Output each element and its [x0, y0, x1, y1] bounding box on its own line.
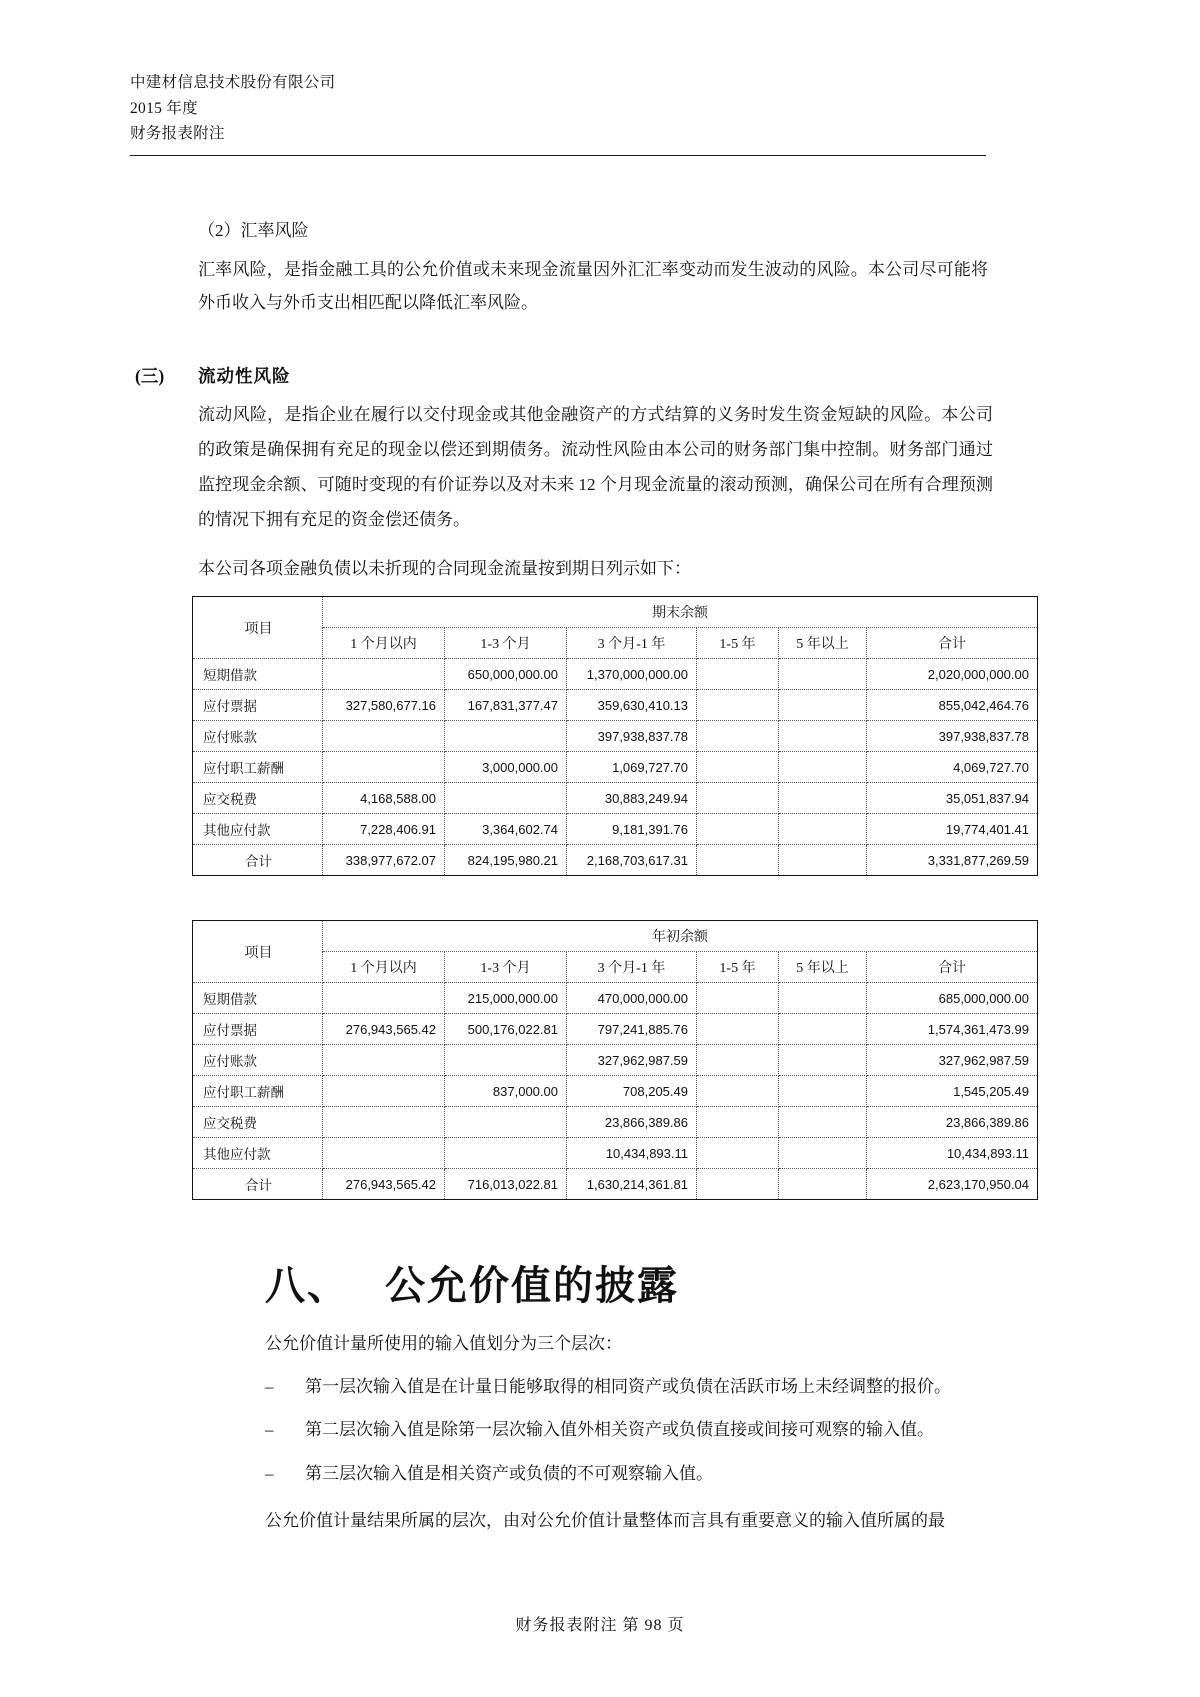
liquidity-risk-body: 流动风险，是指企业在履行以交付现金或其他金融资产的方式结算的义务时发生资金短缺的风险。本公司的政策是确保拥有充足的现金以偿还到期债务。流动性风险由本公司的财务部门集中控制。财务部门通过监控现金余额、可随时变现的有价证券以及对未来 12 个月现金流量的滚动预测，确保公司在所有合理预测的情况下拥有充足的资金偿还债务。	[198, 405, 993, 529]
t1-r3-c1	[323, 752, 445, 783]
table-row	[193, 1138, 1038, 1169]
t1-r0-c3: 1,370,000,000.00	[567, 659, 697, 690]
header-company: 中建材信息技术股份有限公司	[130, 74, 336, 91]
maturity-table-beginning-balance	[192, 920, 1038, 1200]
t2-r5-c2	[445, 1138, 567, 1169]
table-row	[193, 783, 1038, 814]
t2-total-c3: 1,630,214,361.81	[567, 1169, 697, 1200]
t1-r4-c3: 30,883,249.94	[567, 783, 697, 814]
t2-r1-c1: 276,943,565.42	[323, 1014, 445, 1045]
fair-value-bullet-2: 第二层次输入值是除第一层次输入值外相关资产或负债直接或间接可观察的输入值。	[305, 1420, 934, 1440]
table-row	[193, 1107, 1038, 1138]
maturity-table-ending-balance	[192, 596, 1038, 876]
t2-r2-c4	[697, 1045, 779, 1076]
t1-r4-c1: 4,168,588.00	[323, 783, 445, 814]
t2-r5-item: 其他应付款	[193, 1138, 323, 1169]
table-row	[193, 752, 1038, 783]
t2-col-2: 1-3 个月	[445, 952, 567, 983]
t2-r3-total: 1,545,205.49	[867, 1076, 1038, 1107]
t2-r2-total: 327,962,987.59	[867, 1045, 1038, 1076]
t1-total-c2: 824,195,980.21	[445, 845, 567, 876]
t2-r1-item: 应付票据	[193, 1014, 323, 1045]
t1-group-header: 期末余额	[323, 597, 1038, 628]
document-header	[130, 70, 1080, 147]
t2-r4-c1	[323, 1107, 445, 1138]
t1-r4-c5	[779, 783, 867, 814]
t2-r2-c2	[445, 1045, 567, 1076]
t1-r2-c1	[323, 721, 445, 752]
table-row	[193, 921, 1038, 952]
t1-r5-c3: 9,181,391.76	[567, 814, 697, 845]
t2-r4-c2	[445, 1107, 567, 1138]
t2-col-5: 5 年以上	[779, 952, 867, 983]
t1-col-2: 1-3 个月	[445, 628, 567, 659]
table-row	[193, 845, 1038, 876]
table-row	[193, 1076, 1038, 1107]
t2-col-1: 1 个月以内	[323, 952, 445, 983]
t2-r4-c3: 23,866,389.86	[567, 1107, 697, 1138]
t1-r3-c5	[779, 752, 867, 783]
t1-r2-c2	[445, 721, 567, 752]
t2-r3-c2: 837,000.00	[445, 1076, 567, 1107]
table-row	[193, 690, 1038, 721]
t2-col-6: 合计	[867, 952, 1038, 983]
t2-total-c4	[697, 1169, 779, 1200]
t2-r2-item: 应付账款	[193, 1045, 323, 1076]
fair-value-bullet-1: 第一层次输入值是在计量日能够取得的相同资产或负债在活跃市场上未经调整的报价。	[305, 1376, 951, 1396]
t1-r5-item: 其他应付款	[193, 814, 323, 845]
t1-r2-c5	[779, 721, 867, 752]
t1-r0-total: 2,020,000,000.00	[867, 659, 1038, 690]
t1-r3-item: 应付职工薪酬	[193, 752, 323, 783]
t1-r1-total: 855,042,464.76	[867, 690, 1038, 721]
t2-r5-c3: 10,434,893.11	[567, 1138, 697, 1169]
t2-r3-c3: 708,205.49	[567, 1076, 697, 1107]
t2-r1-c5	[779, 1014, 867, 1045]
t1-r2-c4	[697, 721, 779, 752]
t2-r4-c4	[697, 1107, 779, 1138]
t1-col-4: 1-5 年	[697, 628, 779, 659]
t1-col-1: 1 个月以内	[323, 628, 445, 659]
fair-value-title: 公允价值的披露	[385, 1263, 679, 1309]
t1-r1-c2: 167,831,377.47	[445, 690, 567, 721]
fair-value-number: 八、	[265, 1263, 349, 1309]
t2-r0-item: 短期借款	[193, 983, 323, 1014]
fair-value-intro: 公允价值计量所使用的输入值划分为三个层次：	[265, 1334, 622, 1354]
t2-r0-c2: 215,000,000.00	[445, 983, 567, 1014]
t2-r3-c1	[323, 1076, 445, 1107]
header-doc-type: 财务报表附注	[130, 125, 225, 143]
t2-r0-c1	[323, 983, 445, 1014]
t2-r1-c4	[697, 1014, 779, 1045]
table-row	[193, 1045, 1038, 1076]
t1-total-c5	[779, 845, 867, 876]
t2-item-header: 项目	[193, 921, 323, 983]
t2-col-3: 3 个月-1 年	[567, 952, 697, 983]
t2-r0-c5	[779, 983, 867, 1014]
t1-r0-item: 短期借款	[193, 659, 323, 690]
t2-r5-c1	[323, 1138, 445, 1169]
liquidity-risk-number: (三)	[135, 366, 165, 387]
t1-total-c3: 2,168,703,617.31	[567, 845, 697, 876]
t2-r5-total: 10,434,893.11	[867, 1138, 1038, 1169]
t1-r1-c4	[697, 690, 779, 721]
t1-total-total: 3,331,877,269.59	[867, 845, 1038, 876]
t1-item-header: 项目	[193, 597, 323, 659]
t2-r2-c5	[779, 1045, 867, 1076]
t1-r1-c3: 359,630,410.13	[567, 690, 697, 721]
t1-r0-c2: 650,000,000.00	[445, 659, 567, 690]
t1-r2-total: 397,938,837.78	[867, 721, 1038, 752]
table-row	[193, 1169, 1038, 1200]
t1-r3-c3: 1,069,727.70	[567, 752, 697, 783]
t1-r5-c5	[779, 814, 867, 845]
t1-r0-c5	[779, 659, 867, 690]
t2-r1-c2: 500,176,022.81	[445, 1014, 567, 1045]
fx-risk-title: （2）汇率风险	[198, 220, 309, 240]
t2-total-item: 合计	[193, 1169, 323, 1200]
list-item	[265, 1412, 1080, 1448]
t2-r4-total: 23,866,389.86	[867, 1107, 1038, 1138]
list-item	[265, 1369, 1080, 1405]
bullet-dash-icon: –	[265, 1420, 274, 1440]
table-row	[193, 1014, 1038, 1045]
list-item	[265, 1456, 1080, 1492]
fair-value-bullet-3: 第三层次输入值是相关资产或负债的不可观察输入值。	[305, 1464, 713, 1483]
t1-r3-c2: 3,000,000.00	[445, 752, 567, 783]
t2-r0-total: 685,000,000.00	[867, 983, 1038, 1014]
table-row	[193, 659, 1038, 690]
table-row	[193, 983, 1038, 1014]
t2-r0-c3: 470,000,000.00	[567, 983, 697, 1014]
t1-r4-c4	[697, 783, 779, 814]
bullet-dash-icon: –	[265, 1464, 274, 1483]
t1-r2-c3: 397,938,837.78	[567, 721, 697, 752]
t1-col-6: 合计	[867, 628, 1038, 659]
t1-r5-c1: 7,228,406.91	[323, 814, 445, 845]
liquidity-risk-title: 流动性风险	[198, 366, 291, 387]
t2-r3-item: 应付职工薪酬	[193, 1076, 323, 1107]
fair-value-closing: 公允价值计量结果所属的层次，由对公允价值计量整体而言具有重要意义的输入值所属的最	[265, 1510, 945, 1530]
t2-group-header: 年初余额	[323, 921, 1038, 952]
t2-r5-c5	[779, 1138, 867, 1169]
t2-col-4: 1-5 年	[697, 952, 779, 983]
t2-r3-c5	[779, 1076, 867, 1107]
table-row	[193, 597, 1038, 628]
t2-total-c1: 276,943,565.42	[323, 1169, 445, 1200]
fx-risk-body: 汇率风险，是指金融工具的公允价值或未来现金流量因外汇汇率变动而发生波动的风险。本公司尽可能将外币收入与外币支出相匹配以降低汇率风险。	[198, 259, 988, 312]
table-row	[193, 721, 1038, 752]
t2-r4-c5	[779, 1107, 867, 1138]
t1-total-c1: 338,977,672.07	[323, 845, 445, 876]
t1-total-c4	[697, 845, 779, 876]
t1-r3-c4	[697, 752, 779, 783]
table-row	[193, 814, 1038, 845]
t2-r1-c3: 797,241,885.76	[567, 1014, 697, 1045]
t1-r5-c2: 3,364,602.74	[445, 814, 567, 845]
t1-r4-total: 35,051,837.94	[867, 783, 1038, 814]
t2-r1-total: 1,574,361,473.99	[867, 1014, 1038, 1045]
t1-r0-c4	[697, 659, 779, 690]
t1-r4-item: 应交税费	[193, 783, 323, 814]
t2-r2-c1	[323, 1045, 445, 1076]
page-content	[130, 214, 1080, 1537]
t1-r5-c4	[697, 814, 779, 845]
t2-total-c2: 716,013,022.81	[445, 1169, 567, 1200]
t2-r4-item: 应交税费	[193, 1107, 323, 1138]
t1-r1-c5	[779, 690, 867, 721]
liquidity-table-lead: 本公司各项金融负债以未折现的合同现金流量按到期日列示如下：	[198, 559, 691, 579]
t2-total-c5	[779, 1169, 867, 1200]
t2-r2-c3: 327,962,987.59	[567, 1045, 697, 1076]
header-divider	[130, 155, 986, 156]
fair-value-heading	[265, 1254, 1080, 1311]
t1-r1-c1: 327,580,677.16	[323, 690, 445, 721]
t1-col-5: 5 年以上	[779, 628, 867, 659]
t2-total-total: 2,623,170,950.04	[867, 1169, 1038, 1200]
t1-r2-item: 应付账款	[193, 721, 323, 752]
t1-r3-total: 4,069,727.70	[867, 752, 1038, 783]
t2-r5-c4	[697, 1138, 779, 1169]
liquidity-risk-heading	[135, 363, 1080, 388]
t1-r0-c1	[323, 659, 445, 690]
page-footer: 财务报表附注 第 98 页	[515, 1617, 685, 1634]
bullet-dash-icon: –	[265, 1376, 274, 1396]
t2-r3-c4	[697, 1076, 779, 1107]
t1-r4-c2	[445, 783, 567, 814]
t1-r5-total: 19,774,401.41	[867, 814, 1038, 845]
t1-r1-item: 应付票据	[193, 690, 323, 721]
t2-r0-c4	[697, 983, 779, 1014]
t1-total-item: 合计	[193, 845, 323, 876]
t1-col-3: 3 个月-1 年	[567, 628, 697, 659]
header-year: 2015 年度	[130, 99, 198, 117]
